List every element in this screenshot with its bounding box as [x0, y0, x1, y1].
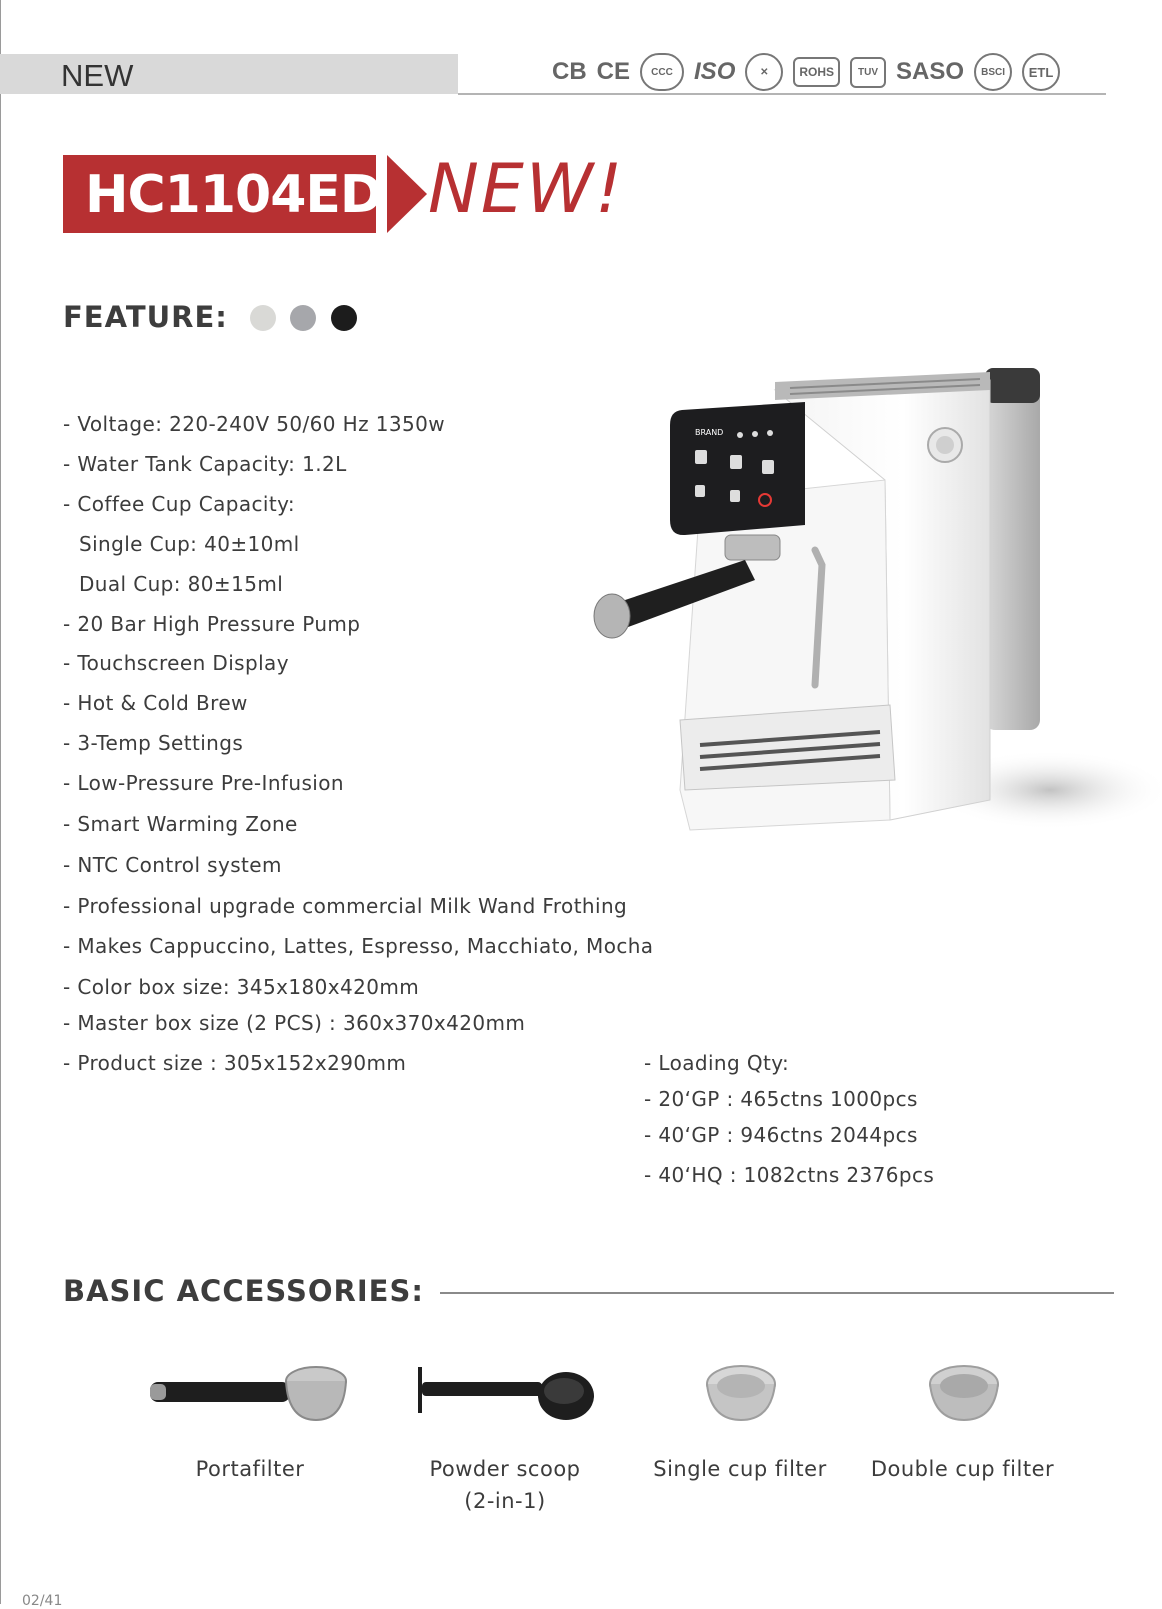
accessory-label-powder-scoop: Powder scoop: [429, 1457, 581, 1481]
single-cup-filter-image: [703, 1362, 779, 1422]
rohs-logo: ROHS: [793, 57, 840, 87]
double-cup-filter-image: [926, 1362, 1002, 1422]
display-brand: BRAND: [695, 428, 724, 437]
feature-item: - 3-Temp Settings: [63, 731, 244, 755]
saso-logo: SASO: [896, 58, 965, 85]
feature-title: FEATURE:: [63, 300, 228, 334]
portafilter-image: [148, 1355, 354, 1425]
new-tag: NEW!: [428, 150, 625, 229]
feature-item: Dual Cup: 80±15ml: [79, 572, 284, 596]
model-banner: [63, 155, 383, 233]
feature-item: - Color box size: 345x180x420mm: [63, 975, 420, 999]
left-border: [0, 0, 1, 1604]
bsci-logo: BSCI: [974, 53, 1012, 91]
feature-item: - Product size : 305x152x290mm: [63, 1051, 407, 1075]
cb-logo: CB: [552, 58, 587, 85]
feature-item: Single Cup: 40±10ml: [79, 532, 300, 556]
accessory-label-double-cup-filter: Double cup filter: [870, 1457, 1055, 1481]
espresso-machine-image: [590, 350, 1160, 890]
new-header-band: [0, 54, 458, 94]
accessory-sublabel-powder-scoop: (2-in-1): [464, 1489, 546, 1513]
accessories-title: BASIC ACCESSORIES:: [63, 1274, 424, 1308]
feature-item: - Low-Pressure Pre-Infusion: [63, 771, 344, 795]
feature-item: - 20 Bar High Pressure Pump: [63, 612, 361, 636]
feature-item: - Hot & Cold Brew: [63, 691, 248, 715]
accessories-rule: [440, 1292, 1114, 1294]
arrow-icon: [387, 155, 427, 233]
new-badge-text: NEW: [61, 58, 134, 93]
color-swatch-light: [250, 305, 276, 331]
tuv-logo: TUV: [850, 57, 886, 88]
certification-logos: [552, 50, 1060, 94]
loading-item: - 20‘GP : 465ctns 1000pcs: [644, 1087, 918, 1111]
model-name: HC1104ED: [85, 165, 383, 225]
feature-item: - Coffee Cup Capacity:: [63, 492, 296, 516]
color-swatch-black: [331, 305, 357, 331]
ccc-logo: CCC: [640, 53, 684, 91]
etl-logo: ETL: [1022, 53, 1060, 91]
feature-item: - Touchscreen Display: [63, 651, 289, 675]
food-safe-icon: ✕: [745, 53, 783, 91]
accessory-label-single-cup-filter: Single cup filter: [653, 1457, 827, 1481]
iso-logo: ISO: [694, 58, 736, 85]
page-number: 02/41: [22, 1593, 63, 1609]
feature-item: - Master box size (2 PCS) : 360x370x420mm: [63, 1011, 526, 1035]
feature-item: - Smart Warming Zone: [63, 812, 298, 836]
loading-item: - 40‘GP : 946ctns 2044pcs: [644, 1123, 918, 1147]
loading-item: - Loading Qty:: [644, 1051, 790, 1075]
feature-item: - Voltage: 220-240V 50/60 Hz 1350w: [63, 412, 446, 436]
loading-item: - 40‘HQ : 1082ctns 2376pcs: [644, 1163, 935, 1187]
ce-logo: CE: [596, 58, 631, 85]
color-swatch-grey: [290, 305, 316, 331]
feature-item: - Water Tank Capacity: 1.2L: [63, 452, 347, 476]
powder-scoop-image: [418, 1362, 596, 1424]
feature-item: - Professional upgrade commercial Milk Wand Frothing: [63, 894, 628, 918]
feature-item: - Makes Cappuccino, Lattes, Espresso, Macchiato, Mocha: [63, 934, 654, 958]
feature-item: - NTC Control system: [63, 853, 282, 877]
accessory-label-portafilter: Portafilter: [195, 1457, 305, 1481]
